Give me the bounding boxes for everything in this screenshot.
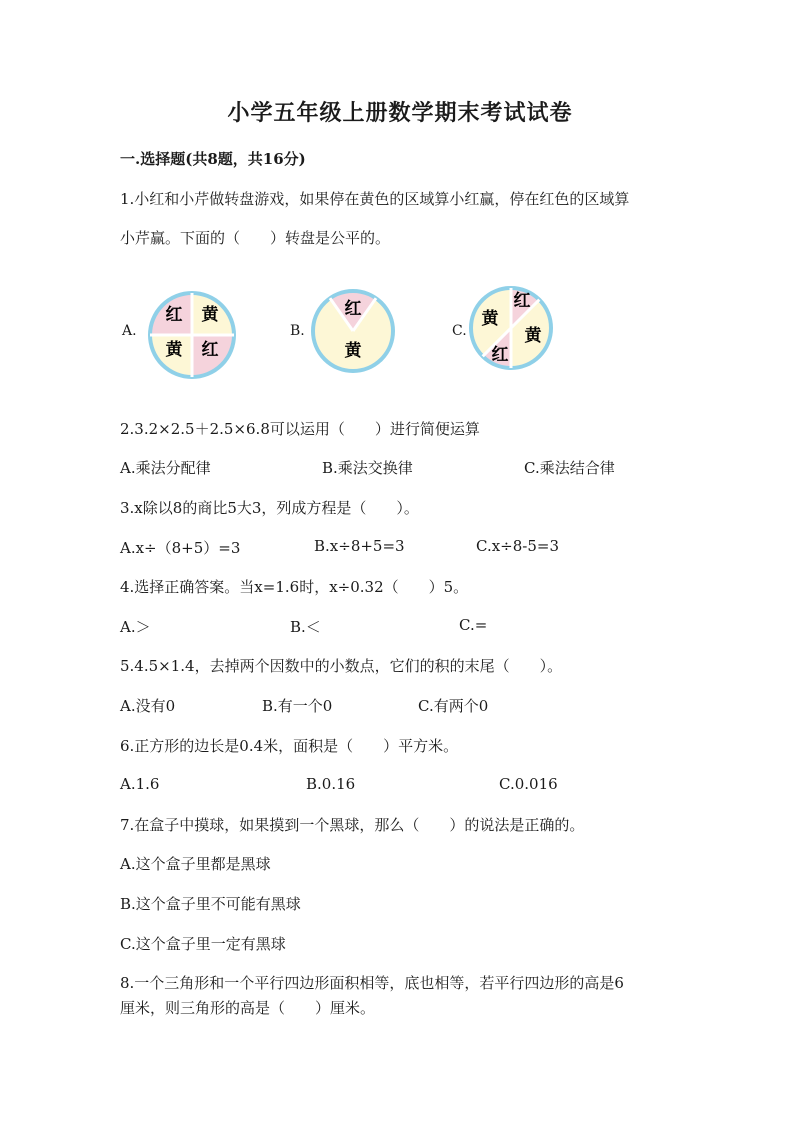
spinner-c [466,283,556,373]
spinner-c-text: 黄 [524,326,542,346]
wheel-a-label: A. [122,323,137,339]
question-3-text: 3.x除以8的商比5大3，列成方程是（ ）。 [120,499,419,517]
question-5-option-b: B.有一个0 [262,697,333,715]
question-6-option-c: C.0.016 [499,775,558,793]
question-1-line-2: 小芹赢。下面的（ ）转盘是公平的。 [120,229,391,247]
spinner-b-text: 黄 [344,341,362,361]
question-7-option-c: C.这个盒子里一定有黑球 [120,935,286,953]
question-2-option-a: A.乘法分配律 [120,459,211,477]
question-4-text: 4.选择正确答案。当x=1.6时，x÷0.32（ ）5。 [120,578,469,596]
page-title: 小学五年级上册数学期末考试试卷 [227,100,573,126]
question-3-option-a: A.x÷（8+5）=3 [120,539,241,557]
wheel-b-label: B. [290,323,305,339]
question-8-line-2: 厘米，则三角形的高是（ ）厘米。 [120,999,376,1017]
question-2-option-b: B.乘法交换律 [322,459,413,477]
spinner-b [308,286,398,376]
spinner-a-text: 红 [165,305,183,325]
question-3-option-c: C.x÷8-5=3 [476,537,560,555]
question-6-option-b: B.0.16 [306,775,356,793]
question-7-option-b: B.这个盒子里不可能有黑球 [120,895,301,913]
question-6-text: 6.正方形的边长是0.4米，面积是（ ）平方米。 [120,737,459,755]
question-7-text: 7.在盒子中摸球，如果摸到一个黑球，那么（ ）的说法是正确的。 [120,816,585,834]
wheel-c-label: C. [452,323,467,339]
question-5-text: 5.4.5×1.4，去掉两个因数中的小数点，它们的积的末尾（ ）。 [120,657,563,675]
spinner-c-text: 红 [491,345,509,365]
question-8-line-1: 8.一个三角形和一个平行四边形面积相等，底也相等，若平行四边形的高是6 [120,974,624,992]
question-4-option-c: C.= [459,616,488,634]
question-4-option-b: B.＜ [290,618,321,636]
question-1-line-1: 1.小红和小芹做转盘游戏，如果停在黄色的区域算小红赢，停在红色的区域算 [120,190,630,208]
spinner-c-text: 黄 [481,309,499,329]
spinner-a [145,288,239,382]
spinner-b-text: 红 [344,299,362,319]
question-6-option-a: A.1.6 [120,775,160,793]
question-2-option-c: C.乘法结合律 [524,459,615,477]
question-5-option-c: C.有两个0 [418,697,489,715]
spinner-a-text: 黄 [201,305,219,325]
spinner-c-text: 红 [513,291,531,311]
question-4-option-a: A.＞ [120,618,151,636]
question-2-text: 2.3.2×2.5＋2.5×6.8可以运用（ ）进行简便运算 [120,420,480,438]
spinner-a-text: 黄 [165,340,183,360]
question-3-option-b: B.x÷8+5=3 [314,537,405,555]
spinner-a-text: 红 [201,340,219,360]
question-7-option-a: A.这个盒子里都是黑球 [120,855,271,873]
question-5-option-a: A.没有0 [120,697,176,715]
section-heading: 一.选择题(共8题，共16分) [120,150,306,168]
